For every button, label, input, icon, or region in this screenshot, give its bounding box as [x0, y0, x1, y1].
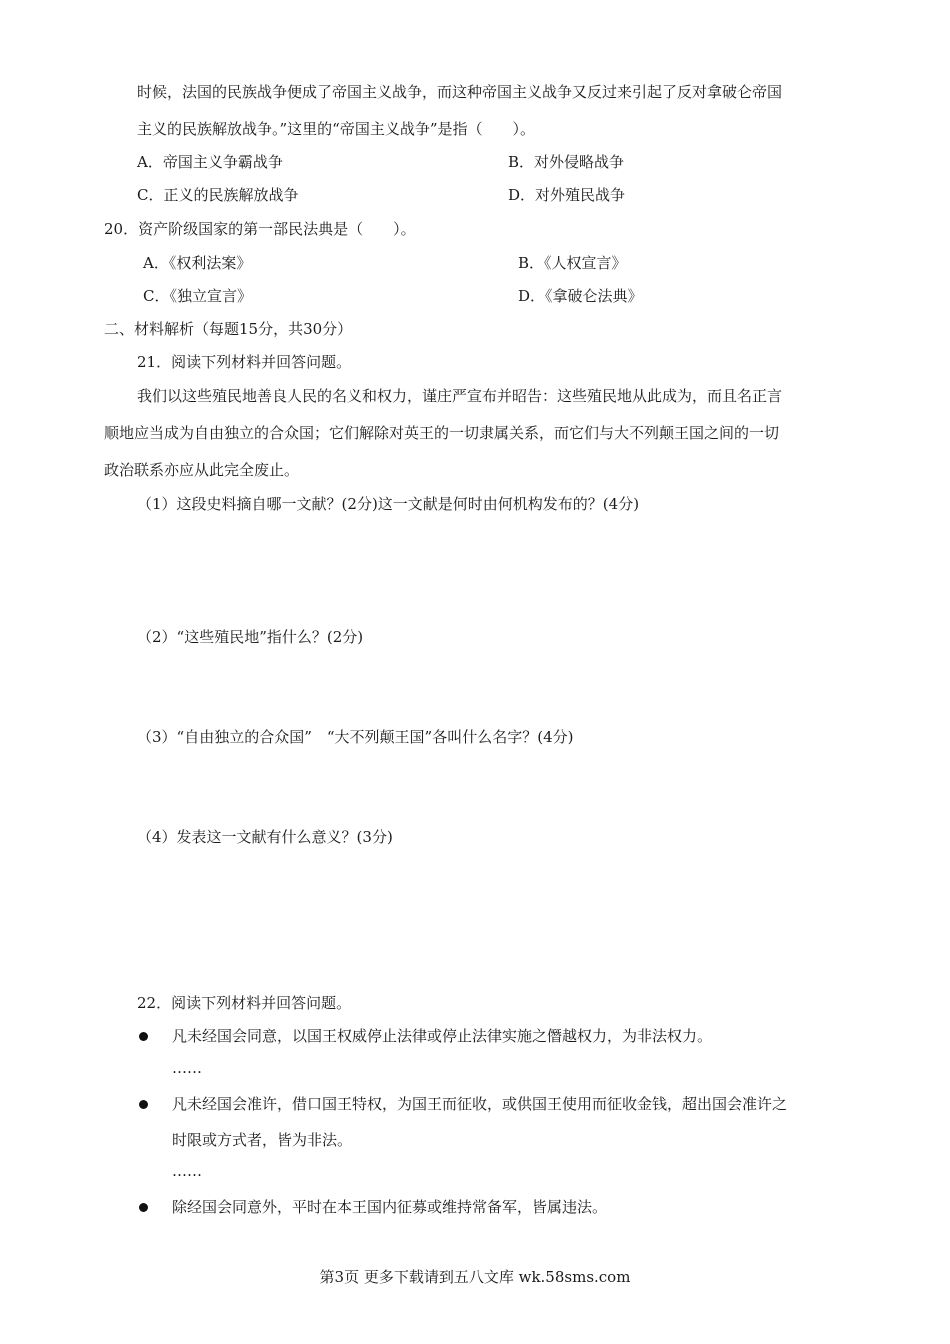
q21-subquestion-2: （2）“这些殖民地”指什么？(2分) — [137, 628, 364, 646]
q19-option-c: C．正义的民族解放战争 — [137, 186, 299, 204]
bullet-icon — [139, 1032, 148, 1041]
bullet-icon — [139, 1100, 148, 1109]
q20-option-d: D．《拿破仑法典》 — [518, 287, 643, 305]
page-footer: 第3页 更多下载请到五八文库 wk.58sms.com — [319, 1268, 631, 1286]
q20-option-c: C．《独立宣言》 — [143, 287, 252, 305]
q19-option-a: A．帝国主义争霸战争 — [137, 153, 283, 171]
q22-item-3: 除经国会同意外，平时在本王国内征募或维持常备军，皆属违法。 — [172, 1198, 608, 1216]
q21-intro: 21．阅读下列材料并回答问题。 — [137, 353, 352, 371]
q22-item-1: 凡未经国会同意，以国王权威停止法律或停止法律实施之僭越权力，为非法权力。 — [172, 1027, 713, 1045]
q21-material-line-3: 政治联系亦应从此完全废止。 — [104, 461, 300, 479]
q19-stem-line-2: 主义的民族解放战争。”这里的“帝国主义战争”是指（ ）。 — [137, 120, 536, 138]
q20-stem: 20．资产阶级国家的第一部民法典是（ ）。 — [104, 220, 416, 238]
q20-option-b: B．《人权宣言》 — [518, 254, 627, 272]
q21-subquestion-1: （1）这段史料摘自哪一文献？(2分)这一文献是何时由何机构发布的？(4分) — [137, 495, 640, 513]
section-heading: 二、材料解析（每题15分，共30分） — [104, 320, 353, 338]
q22-ellipsis-1: …… — [172, 1059, 202, 1077]
q21-material-line-2: 顺地应当成为自由独立的合众国；它们解除对英王的一切隶属关系，而它们与大不列颠王国之间的一切 — [104, 424, 780, 442]
q22-item-2-line-1: 凡未经国会准许，借口国王特权，为国王而征收，或供国王使用而征收金钱，超出国会准许之 — [172, 1095, 788, 1113]
q21-subquestion-3: （3）“自由独立的合众国” “大不列颠王国”各叫什么名字？(4分) — [137, 728, 574, 746]
q22-intro: 22．阅读下列材料并回答问题。 — [137, 994, 352, 1012]
bullet-icon — [139, 1203, 148, 1212]
q19-option-d: D．对外殖民战争 — [508, 186, 626, 204]
q22-item-2-line-2: 时限或方式者，皆为非法。 — [172, 1131, 353, 1149]
q21-subquestion-4: （4）发表这一文献有什么意义？(3分) — [137, 828, 393, 846]
q20-option-a: A．《权利法案》 — [143, 254, 252, 272]
q19-stem-line-1: 时候，法国的民族战争便成了帝国主义战争，而这种帝国主义战争又反过来引起了反对拿破仑帝国 — [137, 83, 783, 101]
q19-option-b: B．对外侵略战争 — [508, 153, 625, 171]
q21-material-line-1: 我们以这些殖民地善良人民的名义和权力，谨庄严宣布并昭告：这些殖民地从此成为，而且名正言 — [137, 387, 783, 405]
q22-ellipsis-2: …… — [172, 1162, 202, 1180]
